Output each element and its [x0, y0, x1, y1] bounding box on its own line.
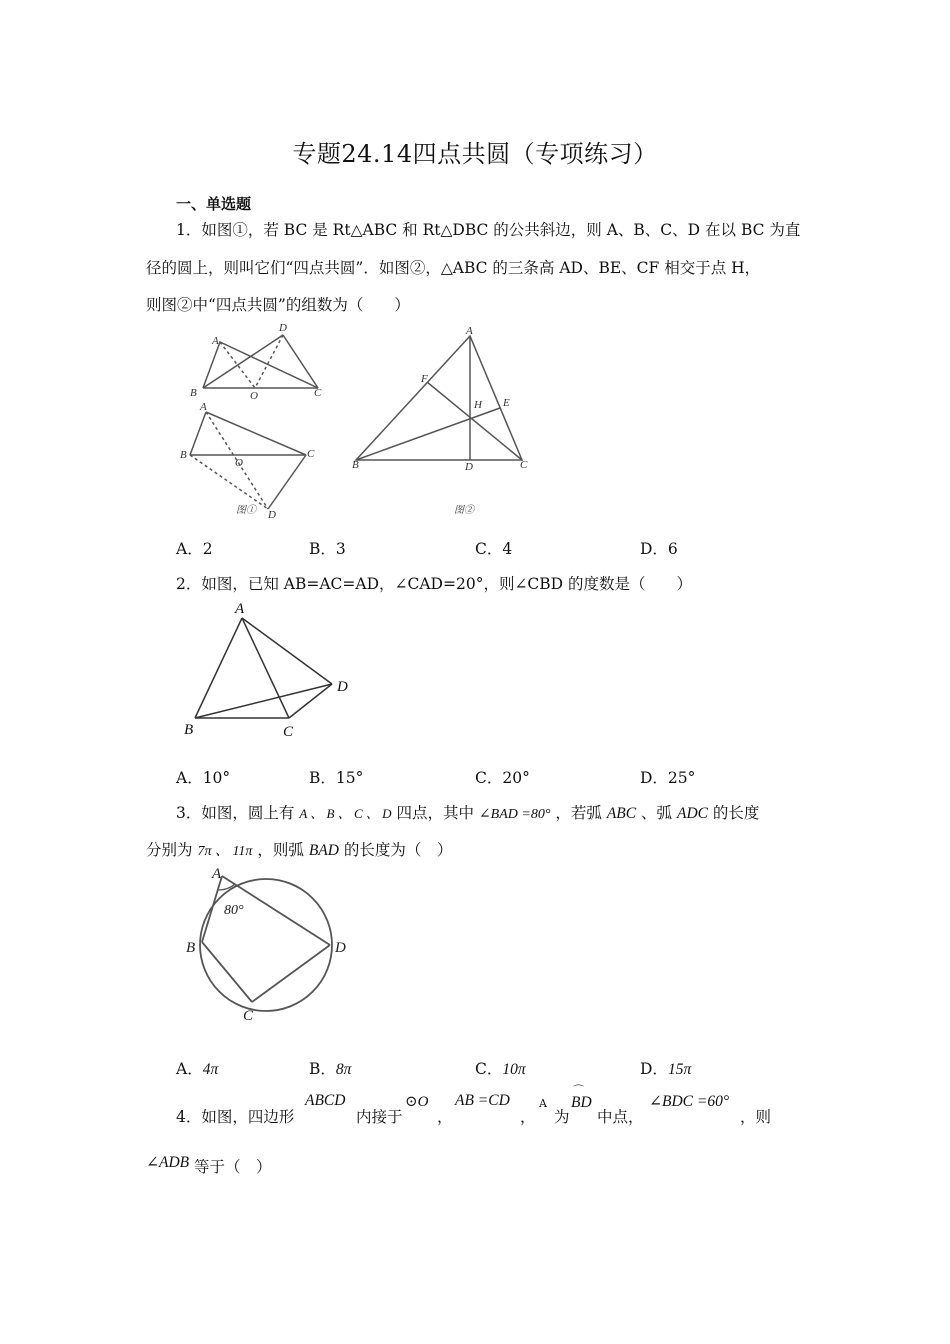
fig1b-label-o: O: [235, 457, 243, 469]
q3-figure: [180, 862, 360, 1027]
fig2-label-b: B: [352, 459, 359, 471]
q3-line-2: [146, 838, 452, 860]
q3-option-b-value: 8π: [335, 1061, 352, 1078]
q4-quad: ABCD: [305, 1092, 346, 1109]
page-title: 专题24.14四点共圆（专项练习）: [292, 140, 658, 168]
q4-comma-1: ，: [437, 1108, 453, 1126]
q3-angle-label: 80°: [224, 903, 244, 918]
q2-option-b[interactable]: B．15°: [309, 769, 364, 787]
fig1-label-o: O: [250, 390, 258, 402]
q2-option-d[interactable]: D．25°: [640, 769, 696, 787]
fig1b-label-a: A: [200, 401, 207, 413]
q4-text-b: 内接于: [356, 1108, 403, 1126]
q1-option-c[interactable]: C．4: [475, 540, 513, 558]
q3-label-a: A: [212, 866, 222, 882]
q3-text-d: 、弧: [641, 804, 673, 822]
fig1b-label-d: D: [268, 509, 276, 521]
q1-line-3: 则图②中“四点共圆”的组数为（ ）: [146, 296, 410, 314]
q3-text-f: 分别为: [146, 841, 193, 859]
q4-comma-2: ，: [520, 1108, 536, 1126]
q2-figure: [180, 598, 360, 743]
q1-line-1: 1．如图①，若 BC 是 Rt△ABC 和 Rt△DBC 的公共斜边，则 A、B、C、D 在以 BC 为直: [176, 221, 801, 239]
fig1b-label-b: B: [180, 449, 187, 461]
q2-option-c[interactable]: C．20°: [475, 769, 530, 787]
q3-option-d-letter: D．: [640, 1060, 668, 1078]
q1-line-2: 径的圆上，则叫它们“四点共圆”．如图②，△ABC 的三条高 AD、BE、CF 相交于点 H，: [146, 259, 761, 277]
fig1-label-c: C: [314, 387, 322, 399]
q2-label-d: D: [337, 679, 348, 695]
q3-arc-lengths: 7π 、 11π: [197, 844, 253, 859]
q3-text-e: 的长度: [712, 804, 760, 822]
q3-option-a[interactable]: [176, 1057, 218, 1079]
q3-points: A 、 B 、 C 、 D: [299, 806, 392, 821]
q4-text-e: ，则: [740, 1108, 772, 1126]
q4-text-a: 4．如图，四边形: [176, 1108, 295, 1126]
q3-label-c: C: [243, 1008, 254, 1024]
q1-option-b[interactable]: B．3: [309, 540, 346, 558]
q2-text: 2．如图，已知 AB=AC=AD，∠CAD=20°，则∠CBD 的度数是（ ）: [176, 575, 693, 593]
q3-line-1: [176, 801, 759, 823]
q4-equality: AB =CD: [455, 1092, 510, 1109]
q3-text-g: ，则弧: [257, 841, 304, 859]
q4-arc-bd: BD: [571, 1094, 592, 1111]
q3-option-d-value: 15π: [667, 1061, 692, 1078]
q4-angle-adb: ∠ADB: [146, 1154, 190, 1171]
q3-option-a-letter: A．: [176, 1060, 203, 1078]
q3-option-a-value: 4π: [202, 1061, 219, 1078]
q1-figures: [170, 318, 560, 528]
q4-point-a: A: [539, 1097, 547, 1110]
fig1-label-a: A: [212, 335, 219, 347]
fig2-label-a: A: [466, 325, 473, 337]
q3-text-b: 四点，其中: [396, 804, 474, 822]
q3-angle: ∠BAD =80°: [478, 807, 551, 822]
q4-text-f: 等于（ ）: [194, 1158, 272, 1176]
fig2-caption: 图②: [454, 505, 474, 516]
q3-option-b-letter: B．: [309, 1060, 336, 1078]
q3-text-h: 的长度为（ ）: [343, 841, 453, 859]
q3-option-d[interactable]: [640, 1057, 691, 1079]
q4-arc-mark: ⌒: [573, 1084, 584, 1097]
q1-option-a[interactable]: A．2: [176, 540, 213, 558]
q4-text-d: 中点，: [597, 1108, 644, 1126]
q2-label-c: C: [283, 724, 294, 740]
fig2-label-f: F: [421, 373, 428, 385]
fig1-caption: 图①: [236, 505, 256, 516]
q3-option-c[interactable]: [475, 1057, 526, 1079]
q4-circle: ⊙O: [405, 1094, 429, 1110]
q3-option-b[interactable]: [309, 1057, 351, 1079]
q3-text-c: ，若弧: [555, 804, 602, 822]
fig2-label-h: H: [474, 399, 482, 411]
fig1b-label-c: C: [307, 448, 315, 460]
q4-angle-bdc: ∠BDC =60°: [649, 1093, 730, 1110]
fig2-label-c: C: [520, 459, 528, 471]
fig1-label-d: D: [279, 322, 287, 334]
q3-option-c-letter: C．: [475, 1060, 503, 1078]
q3-arc-abc: ABC: [606, 805, 637, 822]
q3-label-b: B: [186, 940, 196, 956]
q3-label-d: D: [335, 940, 346, 956]
q3-arc-adc: ADC: [676, 805, 708, 822]
q4-text-c: 为: [554, 1108, 570, 1126]
q2-label-a: A: [235, 601, 245, 617]
q3-text-a: 3．如图，圆上有: [176, 804, 295, 822]
q2-label-b: B: [184, 722, 194, 738]
q3-arc-bad: BAD: [308, 842, 339, 859]
q1-option-d[interactable]: D．6: [640, 540, 678, 558]
fig1-label-b: B: [190, 387, 197, 399]
fig2-label-d: D: [465, 461, 473, 473]
q3-option-c-value: 10π: [502, 1061, 526, 1078]
q2-option-a[interactable]: A．10°: [176, 769, 231, 787]
section-heading: 一、单选题: [176, 195, 252, 213]
fig2-label-e: E: [503, 397, 510, 409]
